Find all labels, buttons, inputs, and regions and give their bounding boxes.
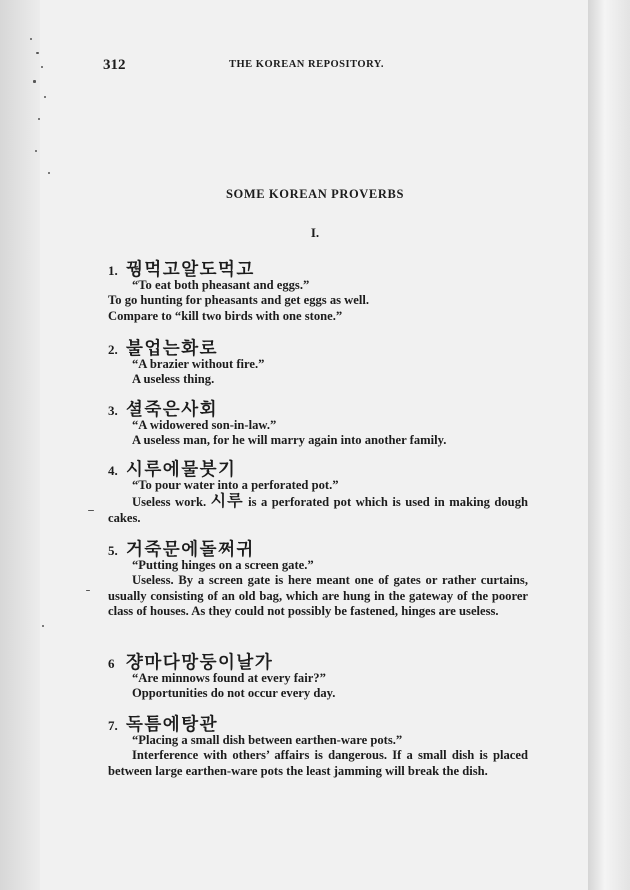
proverb-entry	[108, 339, 528, 388]
proverb-number: 2.	[108, 342, 118, 357]
proverb-number: 6	[108, 656, 115, 671]
proverb-heading	[108, 715, 528, 735]
proverb-korean: 셜죽은사회	[126, 400, 219, 420]
proverb-korean: 불업는화로	[126, 339, 219, 359]
section-numeral: I.	[310, 225, 320, 240]
proverb-number: 7.	[108, 718, 118, 733]
proverb-heading	[108, 653, 528, 673]
explanation-rest: is a perforated pot which is used in making dough cakes.	[108, 495, 528, 525]
proverb-heading	[108, 339, 528, 359]
proverb-translation: “Are minnows found at every fair?”	[132, 671, 326, 686]
proverb-number: 1.	[108, 263, 118, 278]
proverb-explanation-line: Opportunities do not occur every day.	[132, 686, 336, 701]
proverb-heading	[108, 540, 528, 560]
proverb-entry	[108, 653, 528, 702]
running-head: THE KOREAN REPOSITORY.	[229, 59, 385, 70]
proverb-korean: 거죽문에돌쩌귀	[126, 540, 255, 560]
proverb-explanation: Useless. By a screen gate is here meant one of gates or rather curtains, usually consisting of an old bag, which are hung in the gateway of the poorer class of houses. As they could not possibly be fastened, hinges are useless.	[108, 573, 528, 618]
proverb-explanation: Interference with others’ affairs is dangerous. If a small dish is placed between large earthen-ware pots the least jamming will break the dish.	[108, 748, 528, 778]
proverb-korean: 쟝마다망둥이날가	[126, 653, 274, 673]
proverb-heading	[108, 400, 528, 420]
page-edge	[588, 0, 630, 890]
proverb-number: 5.	[108, 543, 118, 558]
proverb-korean: 꿩먹고알도먹고	[126, 260, 255, 280]
proverb-translation: “A brazier without fire.”	[132, 357, 265, 372]
proverb-explanation-line: A useless man, for he will marry again into another family.	[132, 433, 447, 448]
proverb-explanation-line: To go hunting for pheasants and get eggs as well.	[108, 293, 370, 308]
proverb-translation: “To eat both pheasant and eggs.”	[132, 278, 310, 293]
proverb-explanation	[108, 493, 528, 525]
proverb-entry	[108, 540, 528, 619]
proverb-heading	[108, 260, 528, 280]
proverb-korean: 독틈에탕관	[126, 715, 219, 735]
proverb-number: 4.	[108, 463, 118, 478]
article-title: SOME KOREAN PROVERBS	[226, 187, 404, 201]
explanation-korean-word: 시루	[210, 491, 244, 511]
proverb-translation: “A widowered son-in-law.”	[132, 418, 277, 433]
proverb-translation: “To pour water into a perforated pot.”	[132, 478, 339, 493]
proverb-entry	[108, 260, 528, 324]
proverb-explanation-line: A useless thing.	[132, 372, 215, 387]
explanation-lead: Useless work.	[132, 495, 207, 510]
proverb-number: 3.	[108, 403, 118, 418]
proverb-entry	[108, 400, 528, 449]
proverb-korean: 시루에물붓기	[126, 460, 237, 480]
proverb-translation: “Putting hinges on a screen gate.”	[132, 558, 314, 573]
proverb-heading	[108, 460, 528, 480]
proverb-translation: “Placing a small dish between earthen-ware pots.”	[132, 733, 403, 748]
proverb-entry	[108, 460, 528, 526]
page-number: 312	[103, 57, 126, 73]
proverb-entry	[108, 715, 528, 779]
page-gutter	[0, 0, 40, 890]
proverb-explanation-line: Compare to “kill two birds with one stone.”	[108, 308, 343, 323]
